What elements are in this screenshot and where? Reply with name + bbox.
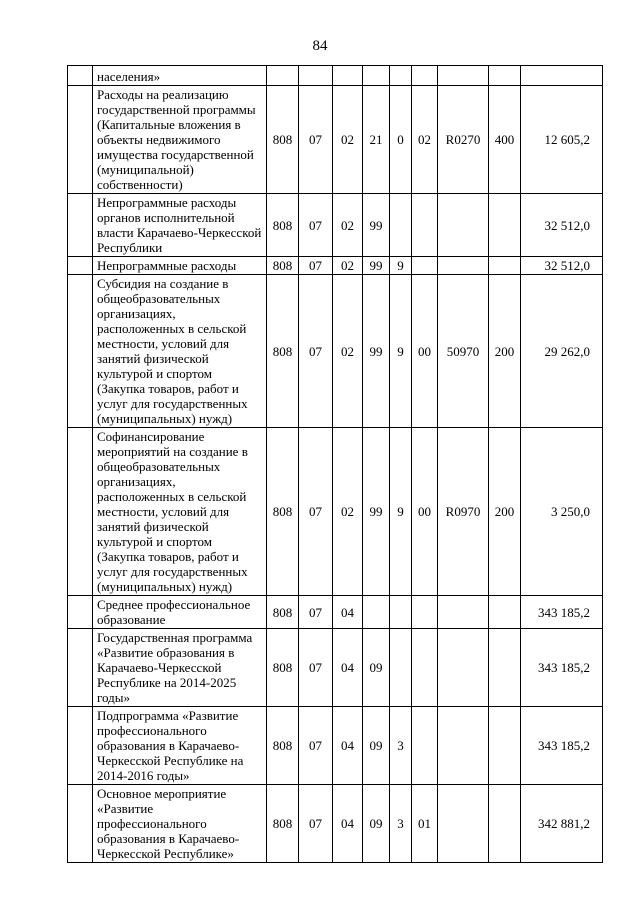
activity-code-cell bbox=[412, 707, 438, 785]
program-code-cell: 09 bbox=[363, 629, 390, 707]
row-number-cell bbox=[68, 707, 93, 785]
department-code-cell: 808 bbox=[267, 194, 299, 257]
amount-cell: 29 262,0 bbox=[521, 275, 603, 428]
table-row bbox=[68, 629, 603, 707]
item-name-cell: Непрограммные расходы органов исполнительной власти Карачаево-Черкесской Республики bbox=[93, 194, 267, 257]
direction-code-cell bbox=[438, 596, 489, 629]
amount-cell: 32 512,0 bbox=[521, 194, 603, 257]
amount-cell: 32 512,0 bbox=[521, 257, 603, 275]
activity-code-cell bbox=[412, 194, 438, 257]
item-name-cell: населения» bbox=[93, 66, 267, 86]
row-number-cell bbox=[68, 257, 93, 275]
table-row bbox=[68, 275, 603, 428]
activity-code-cell: 00 bbox=[412, 428, 438, 596]
table-row bbox=[68, 86, 603, 194]
row-number-cell bbox=[68, 86, 93, 194]
item-name-cell: Среднее профессиональное образование bbox=[93, 596, 267, 629]
row-number-cell bbox=[68, 596, 93, 629]
expense-type-cell: 400 bbox=[489, 86, 521, 194]
activity-code-cell: 01 bbox=[412, 785, 438, 863]
subsection-code-cell: 04 bbox=[333, 785, 363, 863]
expense-type-cell: 200 bbox=[489, 275, 521, 428]
row-number-cell bbox=[68, 275, 93, 428]
subsection-code-cell: 02 bbox=[333, 257, 363, 275]
program-code-cell: 99 bbox=[363, 257, 390, 275]
expense-type-cell bbox=[489, 596, 521, 629]
direction-code-cell bbox=[438, 707, 489, 785]
expense-type-cell: 200 bbox=[489, 428, 521, 596]
subprogram-code-cell: 0 bbox=[390, 86, 412, 194]
section-code-cell: 07 bbox=[299, 275, 333, 428]
row-number-cell bbox=[68, 785, 93, 863]
table-row bbox=[68, 596, 603, 629]
section-code-cell: 07 bbox=[299, 428, 333, 596]
row-number-cell bbox=[68, 66, 93, 86]
direction-code-cell bbox=[438, 785, 489, 863]
row-number-cell bbox=[68, 194, 93, 257]
subprogram-code-cell bbox=[390, 194, 412, 257]
program-code-cell: 21 bbox=[363, 86, 390, 194]
subprogram-code-cell bbox=[390, 66, 412, 86]
activity-code-cell: 00 bbox=[412, 275, 438, 428]
amount-cell: 343 185,2 bbox=[521, 707, 603, 785]
activity-code-cell: 02 bbox=[412, 86, 438, 194]
row-number-cell bbox=[68, 428, 93, 596]
program-code-cell bbox=[363, 66, 390, 86]
direction-code-cell bbox=[438, 194, 489, 257]
section-code-cell: 07 bbox=[299, 707, 333, 785]
table-row bbox=[68, 707, 603, 785]
department-code-cell: 808 bbox=[267, 629, 299, 707]
direction-code-cell bbox=[438, 257, 489, 275]
program-code-cell: 99 bbox=[363, 275, 390, 428]
department-code-cell: 808 bbox=[267, 257, 299, 275]
subprogram-code-cell: 3 bbox=[390, 707, 412, 785]
program-code-cell: 99 bbox=[363, 428, 390, 596]
department-code-cell: 808 bbox=[267, 275, 299, 428]
item-name-cell: Подпрограмма «Развитие профессионального образования в Карачаево-Черкесской Республике на 2014-2016 годы» bbox=[93, 707, 267, 785]
item-name-cell: Государственная программа «Развитие образования в Карачаево-Черкесской Республике на 2014-2025 годы» bbox=[93, 629, 267, 707]
department-code-cell: 808 bbox=[267, 86, 299, 194]
department-code-cell bbox=[267, 66, 299, 86]
item-name-cell: Софинансирование мероприятий на создание в общеобразовательных организациях, расположенных в сельской местности, условий для занятий физической культурой и спортом (Закупка товаров, работ и услуг для государственных (муниципальных) нужд) bbox=[93, 428, 267, 596]
amount-cell: 12 605,2 bbox=[521, 86, 603, 194]
subsection-code-cell bbox=[333, 66, 363, 86]
section-code-cell: 07 bbox=[299, 86, 333, 194]
subprogram-code-cell bbox=[390, 629, 412, 707]
expense-type-cell bbox=[489, 707, 521, 785]
expense-type-cell bbox=[489, 194, 521, 257]
direction-code-cell: R0970 bbox=[438, 428, 489, 596]
expense-type-cell bbox=[489, 66, 521, 86]
table-row bbox=[68, 257, 603, 275]
program-code-cell: 99 bbox=[363, 194, 390, 257]
section-code-cell: 07 bbox=[299, 629, 333, 707]
page-number: 84 bbox=[312, 38, 328, 54]
item-name-cell: Расходы на реализацию государственной программы (Капитальные вложения в объекты недвижимого имущества государственной (муниципальной) собственности) bbox=[93, 86, 267, 194]
table-row bbox=[68, 428, 603, 596]
expense-type-cell bbox=[489, 785, 521, 863]
program-code-cell: 09 bbox=[363, 707, 390, 785]
expense-type-cell bbox=[489, 257, 521, 275]
section-code-cell: 07 bbox=[299, 596, 333, 629]
subsection-code-cell: 02 bbox=[333, 86, 363, 194]
amount-cell: 343 185,2 bbox=[521, 596, 603, 629]
item-name-cell: Субсидия на создание в общеобразовательных организациях, расположенных в сельской местности, условий для занятий физической культурой и спортом (Закупка товаров, работ и услуг для государственных (муниципальных) нужд) bbox=[93, 275, 267, 428]
section-code-cell: 07 bbox=[299, 785, 333, 863]
table-row bbox=[68, 785, 603, 863]
table-row bbox=[68, 66, 603, 86]
activity-code-cell bbox=[412, 66, 438, 86]
activity-code-cell bbox=[412, 596, 438, 629]
subprogram-code-cell: 9 bbox=[390, 275, 412, 428]
subsection-code-cell: 02 bbox=[333, 194, 363, 257]
budget-table bbox=[67, 65, 603, 863]
direction-code-cell: R0270 bbox=[438, 86, 489, 194]
row-number-cell bbox=[68, 629, 93, 707]
program-code-cell bbox=[363, 596, 390, 629]
subsection-code-cell: 04 bbox=[333, 707, 363, 785]
direction-code-cell bbox=[438, 629, 489, 707]
subprogram-code-cell: 9 bbox=[390, 428, 412, 596]
activity-code-cell bbox=[412, 629, 438, 707]
table-row bbox=[68, 194, 603, 257]
amount-cell: 3 250,0 bbox=[521, 428, 603, 596]
department-code-cell: 808 bbox=[267, 596, 299, 629]
expense-type-cell bbox=[489, 629, 521, 707]
subsection-code-cell: 04 bbox=[333, 596, 363, 629]
amount-cell: 342 881,2 bbox=[521, 785, 603, 863]
department-code-cell: 808 bbox=[267, 785, 299, 863]
subprogram-code-cell bbox=[390, 596, 412, 629]
subsection-code-cell: 04 bbox=[333, 629, 363, 707]
activity-code-cell bbox=[412, 257, 438, 275]
section-code-cell: 07 bbox=[299, 194, 333, 257]
department-code-cell: 808 bbox=[267, 707, 299, 785]
subprogram-code-cell: 9 bbox=[390, 257, 412, 275]
section-code-cell bbox=[299, 66, 333, 86]
amount-cell bbox=[521, 66, 603, 86]
section-code-cell: 07 bbox=[299, 257, 333, 275]
program-code-cell: 09 bbox=[363, 785, 390, 863]
department-code-cell: 808 bbox=[267, 428, 299, 596]
subsection-code-cell: 02 bbox=[333, 428, 363, 596]
subsection-code-cell: 02 bbox=[333, 275, 363, 428]
subprogram-code-cell: 3 bbox=[390, 785, 412, 863]
item-name-cell: Основное мероприятие «Развитие профессионального образования в Карачаево-Черкесской Республике» bbox=[93, 785, 267, 863]
direction-code-cell bbox=[438, 66, 489, 86]
amount-cell: 343 185,2 bbox=[521, 629, 603, 707]
item-name-cell: Непрограммные расходы bbox=[93, 257, 267, 275]
direction-code-cell: 50970 bbox=[438, 275, 489, 428]
